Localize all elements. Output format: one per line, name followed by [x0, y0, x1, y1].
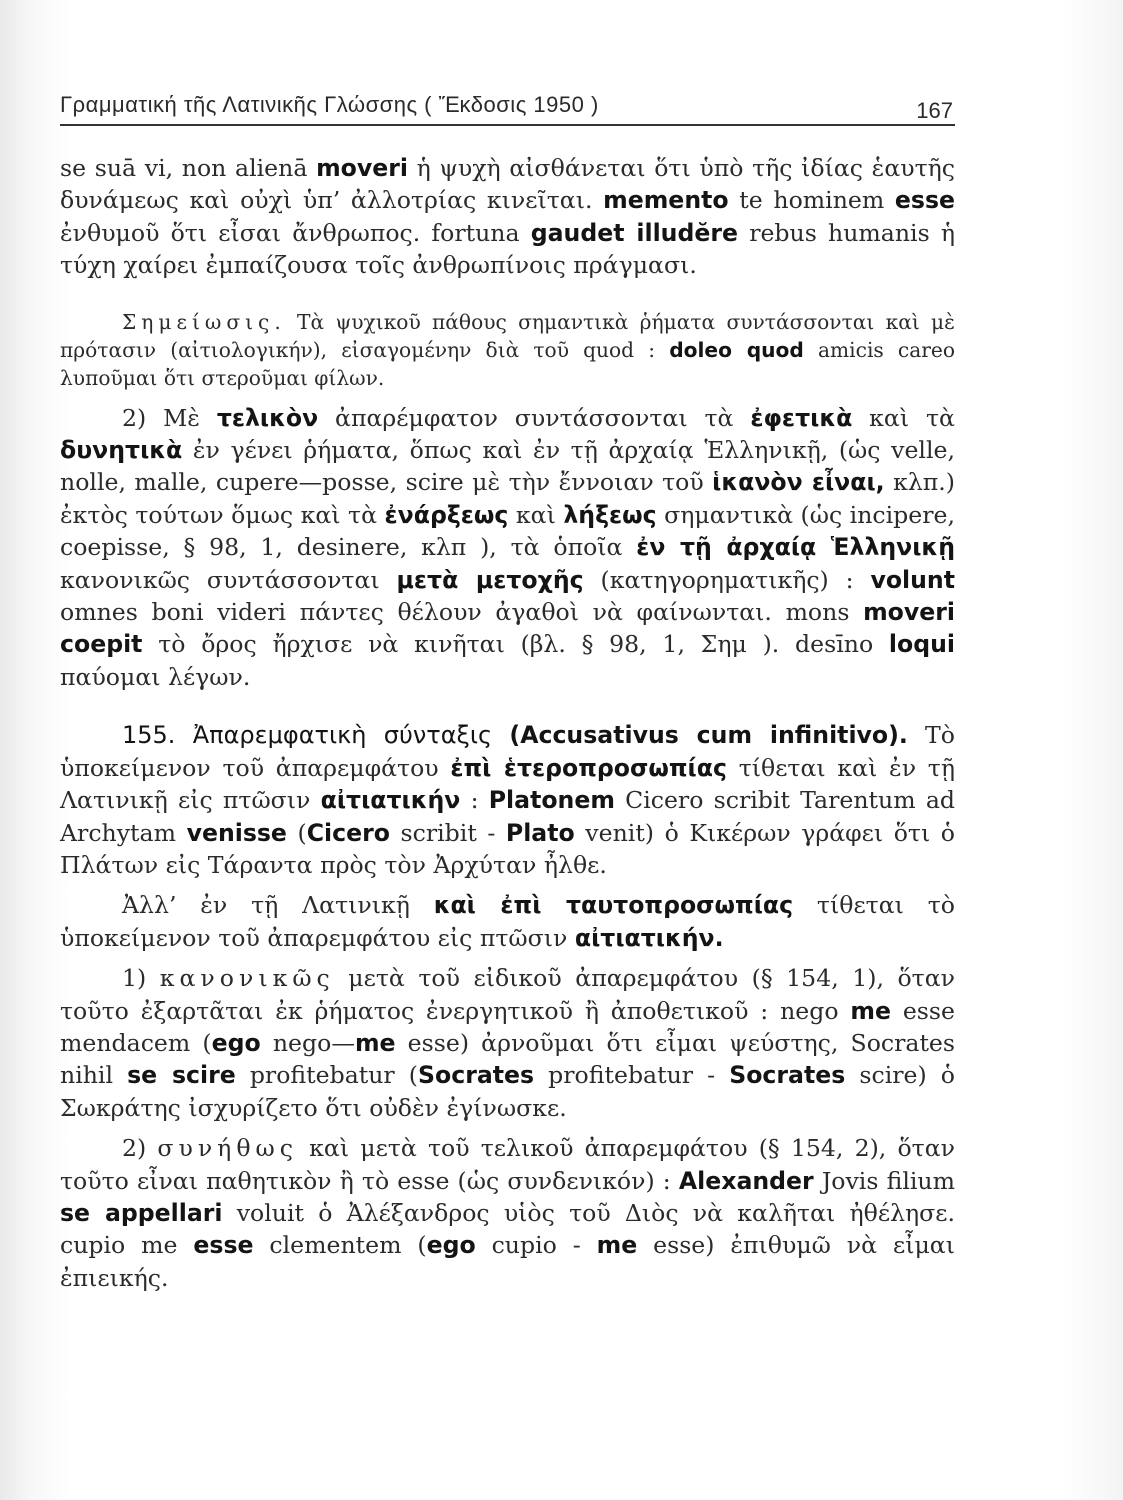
text-run: clementem ( [253, 1231, 427, 1260]
text-run: profitebatur - [534, 1061, 730, 1090]
bold-term: αἰτιατικήν. [574, 923, 724, 952]
text-run: καὶ τὰ [852, 403, 955, 432]
text-run: esse) ἀρνοῦμαι ὅτι εἶμαι ψεύστης, Socrates nihil [60, 1028, 956, 1090]
text-run: σημαντικὰ (ὡς incipere, coepisse, § 98, 1, desinere, κλπ ), τὰ ὁποῖα [60, 500, 955, 562]
text-run: τίθεται τὸ ὑποκείμενον τοῦ ἀπαρεμφάτου εἰς πτῶσιν [60, 891, 955, 952]
text-run: τίθεται καὶ ἐν τῇ Λατινικῇ εἰς πτῶσιν [60, 753, 955, 815]
spaced-term: κανονικῶς [159, 964, 335, 993]
text-run: amicis careo λυποῦμαι ὅτι στεροῦμαι φίλων. [60, 337, 955, 390]
text-run: esse mendacem ( [60, 996, 955, 1057]
bold-term: ego [211, 1028, 261, 1057]
bold-term: Socrates [418, 1061, 535, 1090]
bold-term: Socrates [729, 1061, 846, 1090]
text-run: καὶ [508, 500, 564, 529]
text-run: τὸ ὄρος ἤρχισε νὰ κινῆται (βλ. § 98, 1, Σημ ). desīno [142, 630, 889, 659]
bold-term: μετὰ μετοχῆς [396, 565, 584, 594]
bold-term: λήξεως [563, 500, 657, 529]
bold-term: ἐπὶ ἑτεροπροσωπίας [450, 753, 727, 782]
bold-term: doleo quod [669, 337, 804, 362]
bold-term: memento [603, 186, 729, 215]
bold-term: ego [426, 1231, 476, 1260]
note-label: Σημείωσις. [122, 309, 286, 334]
bold-term: Platonem [488, 786, 615, 815]
text-run: Τὸ ὑποκείμενον τοῦ ἀπαρεμφάτου [60, 721, 955, 782]
text-run: : [460, 786, 489, 815]
text-run: omnes boni videri πάντες θέλουν ἀγαθοὶ νὰ φαίνωνται. mons [60, 598, 864, 627]
text-run: Jovis filium [813, 1166, 955, 1195]
text-run: esse) ἐπιθυμῶ νὰ εἶμαι ἐπιεικής. [60, 1231, 955, 1292]
page-number: 167 [916, 98, 953, 123]
text-run: ἀπαρέμφατον συντάσσονται τὰ [318, 403, 751, 432]
text-run: scribit - [389, 818, 506, 847]
text-run: μετὰ τοῦ εἰδικοῦ ἀπαρεμφάτου (§ 154, 1), ὅταν τοῦτο ἐξαρτᾶται ἐκ ῥήματος ἐνεργητικοῦ ἢ ἀποθετικοῦ : nego [60, 964, 956, 1025]
text-run: 2) [122, 1134, 158, 1163]
text-run: voluit ὁ Ἀλέξανδρος υἱὸς τοῦ Διὸς νὰ καλῆται ἠθέλησε. cupio me [60, 1198, 955, 1260]
bold-term: Cicero [306, 818, 390, 847]
text-run: Τὰ ψυχικοῦ πάθους σημαντικὰ ῥήματα συντάσσονται καὶ μὲ πρότασιν (αἰτιολογικήν), εἰσαγομένην διὰ τοῦ quod : [60, 309, 955, 362]
text-run: κανονικῶς συντάσσονται [60, 565, 397, 594]
text-run: 1) [122, 964, 160, 993]
bold-term: me [596, 1231, 638, 1260]
text-run: ( [286, 818, 307, 847]
text-run: te hominem [728, 186, 895, 215]
paragraph-examples-moveri [60, 152, 955, 282]
bold-term: me [850, 996, 891, 1025]
paragraph-rule-2 [60, 1132, 955, 1294]
text-run: κλπ.) ἐκτὸς τούτων ὅμως καὶ τὰ [60, 468, 955, 529]
text-run: venit) ὁ Κικέρων γράφει ὅτι ὁ Πλάτων εἰς Τάραντα πρὸς τὸν Ἀρχύταν ἦλθε. [60, 818, 955, 879]
text-run: ἐν γένει ῥήματα, ὅπως καὶ ἐν τῇ ἀρχαίᾳ Ἑλληνικῇ, (ὡς velle, nolle, malle, cupere—posse, scire μὲ τὴν ἔννοιαν τοῦ [60, 436, 955, 497]
bold-term: volunt [870, 565, 955, 594]
bold-term: τελικὸν [216, 403, 319, 432]
bold-term: ἱκανὸν εἶναι, [712, 468, 885, 497]
text-run: ἐνθυμοῦ ὅτι εἶσαι ἄνθρωπος. fortuna [60, 218, 531, 247]
section-155-paragraph [60, 719, 955, 881]
text-run: profitebatur ( [235, 1061, 419, 1090]
text-run: 2) Μὲ [122, 403, 217, 432]
text-run: Cicero scribit Tarentum ad Archytam [60, 786, 955, 847]
spaced-term: συνήθως [157, 1134, 298, 1163]
paragraph-rule-1 [60, 962, 955, 1124]
page-body [60, 152, 955, 1294]
header-title: Γραμματική τῆς Λατινικῆς Γλώσσης ( Ἔκδοσις 1950 ) [60, 92, 599, 117]
text-run: καὶ μετὰ τοῦ τελικοῦ ἀπαρεμφάτου (§ 154, 2), ὅταν τοῦτο εἶναι παθητικὸν ἢ τὸ esse (ὡς συνδενικόν) : [60, 1134, 955, 1195]
bold-term: δυνητικὰ [60, 436, 183, 465]
bold-term: gaudet illudĕre [530, 218, 739, 247]
text-run: rebus humanis ἡ τύχη χαίρει ἐμπαίζουσα τοῖς ἀνθρωπίνοις πράγμασι. [60, 218, 956, 280]
text-run: se suā vi, non alienā [60, 154, 317, 182]
bold-term: venisse [186, 818, 287, 847]
bold-term: (Accusativus cum infinitivo). [509, 721, 908, 750]
text-run: nego— [260, 1028, 355, 1057]
bold-term: esse [894, 186, 956, 215]
bold-term: Plato [505, 818, 575, 847]
bold-term: αἰτιατικήν [320, 786, 461, 815]
bold-term: καὶ ἐπὶ ταυτοπροσωπίας [433, 891, 794, 920]
running-header [60, 84, 955, 126]
section-heading: 155. Ἀπαρεμφατικὴ σύνταξις [122, 721, 510, 750]
bold-term: ἐφετικὰ [750, 403, 853, 432]
text-run: παύομαι λέγων. [60, 662, 251, 691]
paragraph-final-infinitive [60, 402, 955, 694]
paragraph-same-subject [60, 889, 955, 954]
text-run: Ἀλλ’ ἐν τῇ Λατινικῇ [122, 891, 434, 920]
bold-term: se scire [127, 1061, 236, 1090]
note-paragraph [60, 308, 955, 392]
bold-term: moveri coepit [60, 598, 955, 659]
bold-term: ἐνάρξεως [384, 500, 509, 529]
bold-term: esse [193, 1231, 254, 1260]
bold-term: se appellari [60, 1198, 223, 1227]
text-run: cupio - [475, 1231, 597, 1260]
bold-term: moveri [316, 154, 408, 182]
text-run: ἡ ψυχὴ αἰσθάνεται ὅτι ὑπὸ τῆς ἰδίας ἑαυτῆς δυνάμεως καὶ οὐχὶ ὑπ’ ἀλλοτρίας κινεῖται. [60, 154, 955, 215]
bold-term: ἐν τῇ ἀρχαίᾳ Ἑλληνικῇ [636, 533, 955, 562]
text-run: (κατηγορηματικῆς) : [583, 565, 871, 594]
bold-term: Alexander [678, 1166, 814, 1195]
bold-term: me [354, 1028, 396, 1057]
text-run: scire) ὁ Σωκράτης ἰσχυρίζετο ὅτι οὐδὲν ἐγίνωσκε. [60, 1061, 955, 1122]
bold-term: loqui [888, 630, 955, 659]
